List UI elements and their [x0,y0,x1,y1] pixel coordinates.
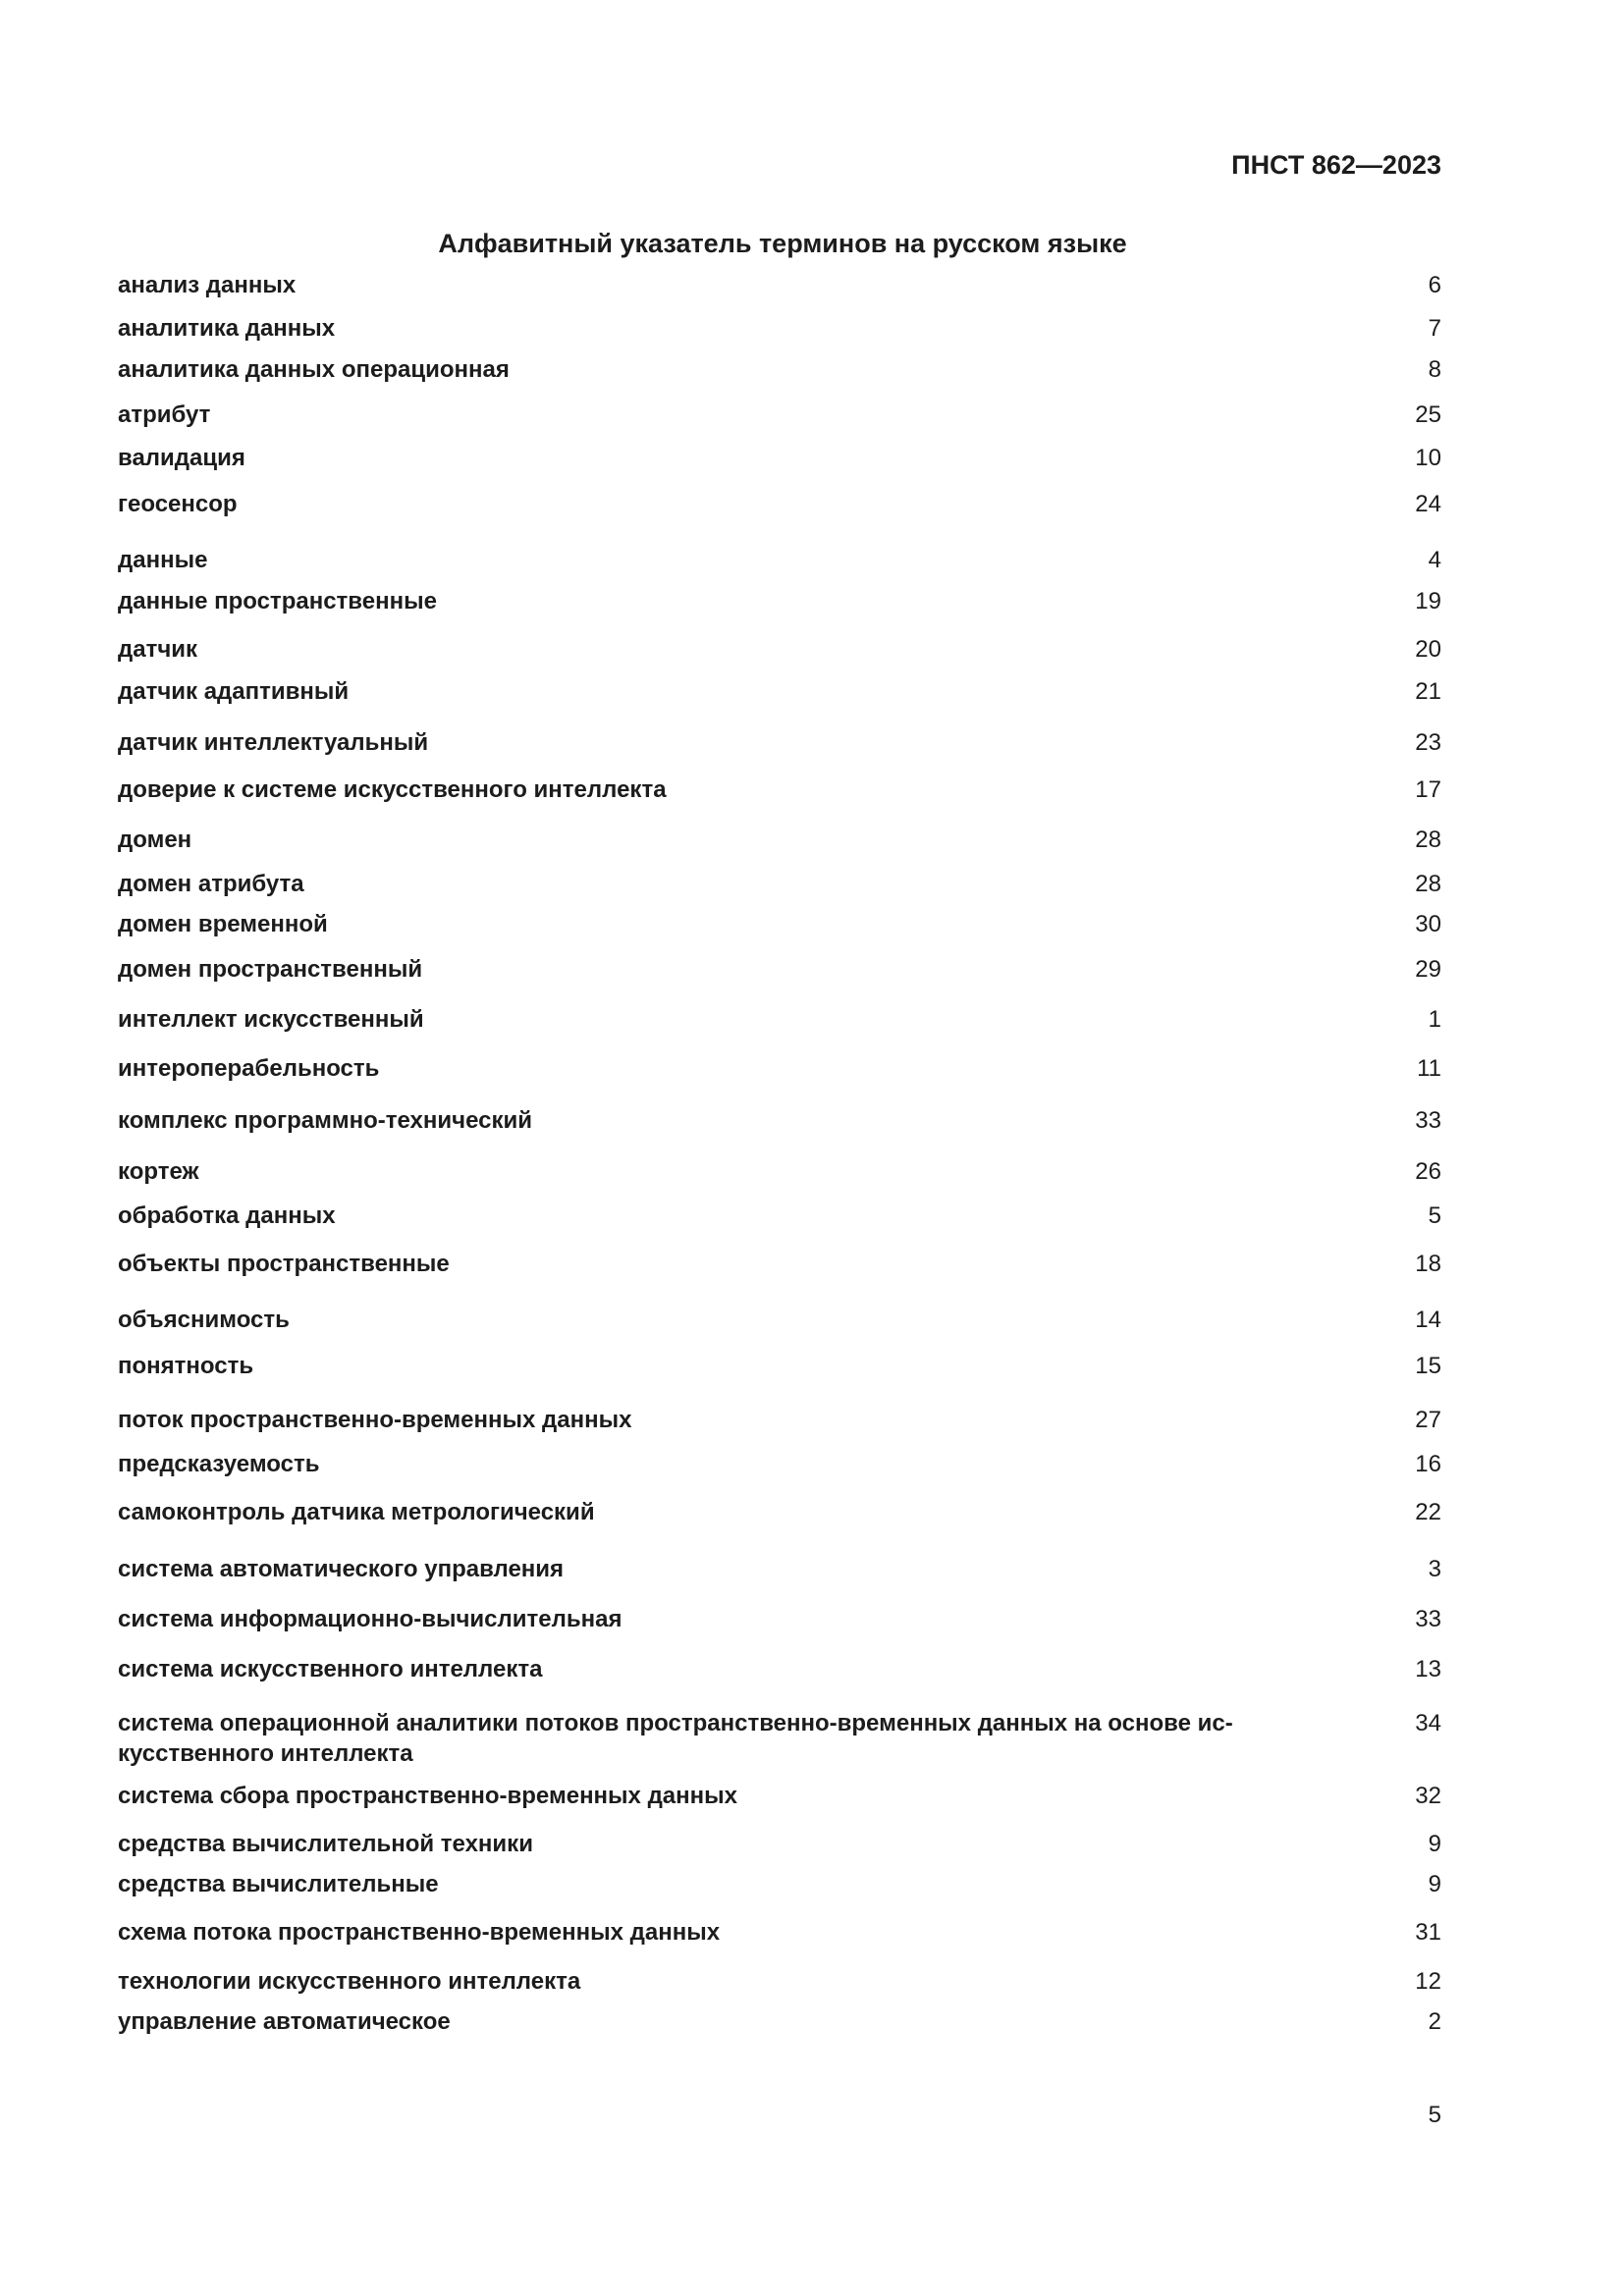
index-term-number: 19 [1415,588,1441,614]
index-entry [118,1554,1441,1584]
index-entry [118,1004,1441,1035]
index-entry [118,954,1441,985]
index-entry [118,1201,1441,1231]
index-entry [118,1053,1441,1084]
index-entry [118,1497,1441,1527]
index-entry [118,1351,1441,1381]
index-term: технологии искусственного интеллекта [118,1968,581,1995]
index-term-number: 34 [1415,1710,1441,1736]
index-entry [118,400,1441,430]
index-term-number: 29 [1415,956,1441,983]
index-entry [118,825,1441,855]
index-term: схема потока пространственно-временных данных [118,1919,721,1946]
index-term-number: 21 [1415,678,1441,705]
index-entry [118,869,1441,899]
index-term-number: 30 [1415,911,1441,937]
index-entry [118,270,1441,300]
index-entry [118,1654,1441,1684]
index-term: датчик интеллектуальный [118,729,429,756]
index-entry [118,545,1441,575]
index-term-number: 25 [1415,401,1441,428]
index-term-number: 32 [1415,1783,1441,1809]
index-term: данные пространственные [118,588,437,614]
index-term-number: 24 [1415,491,1441,517]
index-term: управление автоматическое [118,2008,451,2035]
index-term: анализ данных [118,272,297,298]
index-term-number: 12 [1415,1968,1441,1995]
index-term: домен пространственный [118,956,423,983]
index-term: система автоматического управления [118,1556,565,1582]
document-code: ПНСТ 862—2023 [1231,150,1441,180]
index-term: объекты пространственные [118,1251,450,1277]
index-term: домен атрибута [118,871,304,897]
index-term-number: 11 [1417,1055,1441,1082]
index-term: поток пространственно-временных данных [118,1407,632,1433]
index-term: объяснимость [118,1307,290,1333]
index-entry [118,1249,1441,1279]
index-entry [118,1829,1441,1859]
index-term: система информационно-вычислительная [118,1606,623,1632]
index-term: доверие к системе искусственного интеллекта [118,776,667,803]
index-term: домен временной [118,911,328,937]
index-term-number: 6 [1428,272,1441,298]
index-term-number: 4 [1428,547,1441,573]
index-entry [118,1449,1441,1479]
index-term-number: 5 [1428,1202,1441,1229]
index-term-number: 28 [1415,871,1441,897]
index-entry [118,586,1441,616]
index-entry [118,909,1441,939]
index-term-number: 10 [1415,445,1441,471]
index-term-number: 31 [1415,1919,1441,1946]
index-term-number: 27 [1415,1407,1441,1433]
page-number: 5 [1428,2102,1441,2128]
index-term-number: 22 [1415,1499,1441,1525]
index-term: кортеж [118,1158,199,1185]
index-term: интеллект искусственный [118,1006,424,1033]
index-term: обработка данных [118,1202,336,1229]
index-term-number: 9 [1428,1871,1441,1897]
index-entry [118,774,1441,805]
index-entry [118,727,1441,758]
index-term-number: 8 [1428,356,1441,383]
index-term: аналитика данных операционная [118,356,510,383]
index-entry [118,1405,1441,1435]
index-term-number: 18 [1415,1251,1441,1277]
index-term: средства вычислительные [118,1871,439,1897]
index-entry [118,443,1441,473]
index-term-number: 20 [1415,636,1441,663]
index-term: валидация [118,445,245,471]
index-term: средства вычислительной техники [118,1831,533,1857]
index-term-number: 28 [1415,827,1441,853]
index-term-number: 2 [1428,2008,1441,2035]
index-term: комплекс программно-технический [118,1107,532,1134]
index-term-number: 3 [1428,1556,1441,1582]
index-term-number: 16 [1415,1451,1441,1477]
index-term-number: 9 [1428,1831,1441,1857]
index-term: датчик [118,636,198,663]
index-term-number: 26 [1415,1158,1441,1185]
index-term: данные [118,547,208,573]
index-term-number: 15 [1415,1353,1441,1379]
index-title: Алфавитный указатель терминов на русском языке [438,229,1127,258]
index-entry [118,1869,1441,1899]
index-entry [118,634,1441,665]
index-term-number: 23 [1415,729,1441,756]
index-term-number: 1 [1428,1006,1441,1033]
index-entry [118,2006,1441,2037]
index-entry [118,1156,1441,1187]
index-entry [118,1708,1441,1769]
index-term: домен [118,827,192,853]
index-term: понятность [118,1353,254,1379]
index-term: датчик адаптивный [118,678,350,705]
index-entry [118,1604,1441,1634]
index-entry [118,313,1441,344]
index-entry [118,1305,1441,1335]
index-term: предсказуемость [118,1451,320,1477]
index-entry [118,1966,1441,1997]
index-term: атрибут [118,401,211,428]
index-term: интероперабельность [118,1055,380,1082]
index-entry [118,1105,1441,1136]
index-term: самоконтроль датчика метрологический [118,1499,595,1525]
index-term: система операционной аналитики потоков пространственно-временных данных на основе ис-кусственного интеллекта [118,1710,1233,1767]
index-entry [118,676,1441,707]
index-entry [118,1781,1441,1811]
index-entry [118,1917,1441,1948]
index-entry [118,489,1441,519]
index-term-number: 7 [1428,315,1441,342]
index-term: аналитика данных [118,315,336,342]
index-term: система сбора пространственно-временных данных [118,1783,737,1809]
index-term-number: 17 [1415,776,1441,803]
index-entry [118,354,1441,385]
index-term-number: 14 [1415,1307,1441,1333]
index-term: геосенсор [118,491,238,517]
index-term-number: 13 [1415,1656,1441,1682]
index-term-number: 33 [1415,1107,1441,1134]
index-term: система искусственного интеллекта [118,1656,543,1682]
index-term-number: 33 [1415,1606,1441,1632]
